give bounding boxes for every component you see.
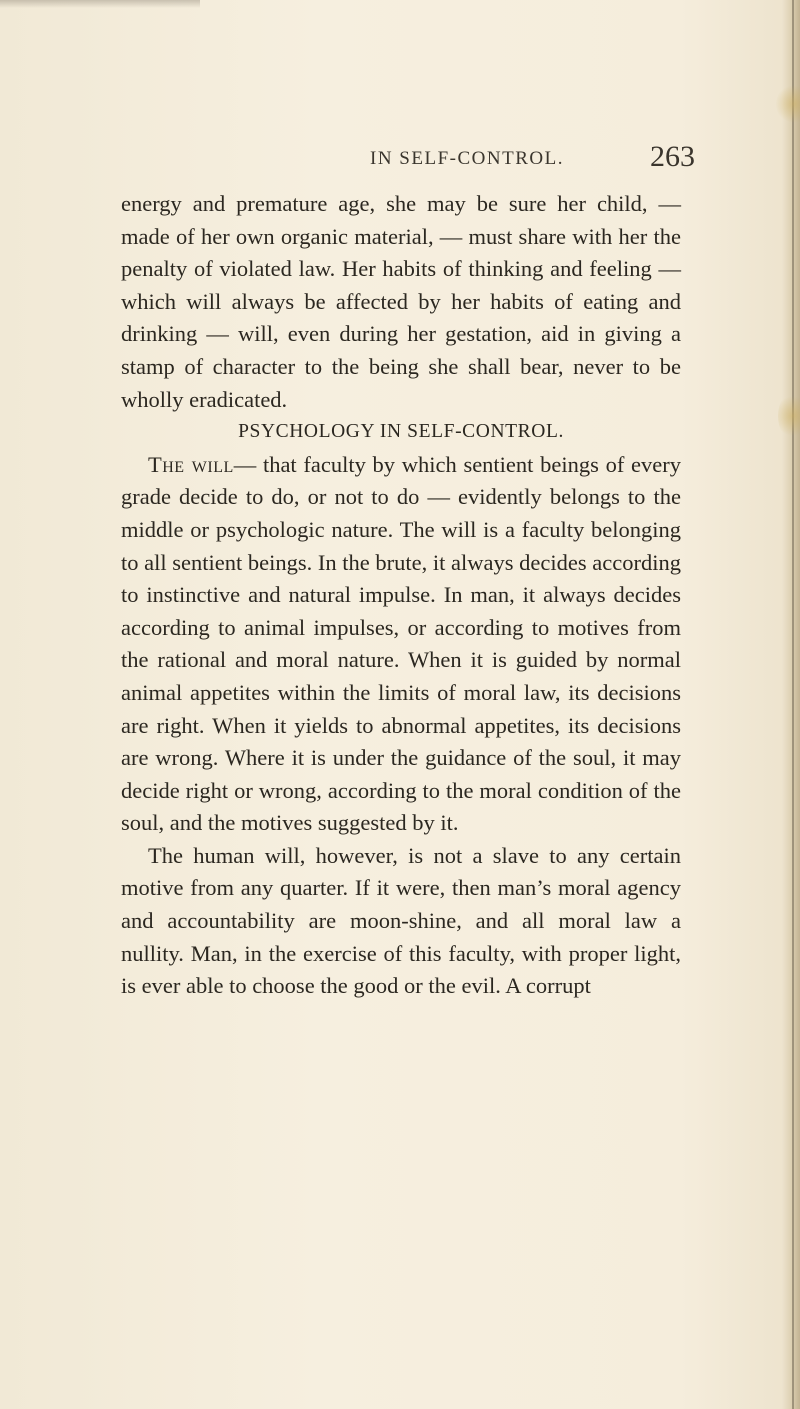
paragraph: energy and premature age, she may be sure her child, — made of her own organic material, — must share with her the penalty of violated law. Her habits of thinking and feeling — which will always be affected by her habits of eating and drinking — will, even during her gestation, aid in giving a stamp of character to the being she shall bear, never to be wholly eradicated.: [121, 191, 681, 412]
page-number: 263: [650, 140, 695, 173]
paragraph-lead: The will: [148, 451, 234, 477]
paper-stain: [778, 392, 800, 440]
page-top-shadow: [0, 0, 200, 8]
body-text: [121, 188, 681, 1003]
paper-stain: [776, 84, 800, 124]
page-edge-line: [792, 0, 794, 1409]
running-head: [120, 140, 695, 180]
paragraph-body: — that faculty by which sentient beings of every grade decide to do, or not to do — evidently belongs to the middle or psychologic nature. The will is a faculty belonging to all sentient beings. In the brute, it always decides according to instinctive and natural impulse. In man, it always decides according to animal impulses, or according to motives from the rational and moral nature. When it is guided by normal animal appetites within the limits of moral law, its decisions are right. When it yields to abnormal appetites, its decisions are wrong. Where it is under the guidance of the soul, it may decide right or wrong, according to the moral condition of the soul, and the motives suggested by it.: [121, 451, 681, 836]
running-head-title: IN SELF-CONTROL.: [370, 148, 564, 169]
section-heading: PSYCHOLOGY IN SELF-CONTROL.: [238, 421, 564, 443]
page-edge-shadow: [782, 0, 800, 1409]
paragraph: The human will, however, is not a slave to any certain motive from any quarter. If it were, then man’s moral agency and accountability are moon-shine, and all moral law a nullity. Man, in the exercise of this faculty, with proper light, is ever able to choose the good or the evil. A corrupt: [121, 842, 681, 999]
paragraph: [121, 449, 681, 840]
